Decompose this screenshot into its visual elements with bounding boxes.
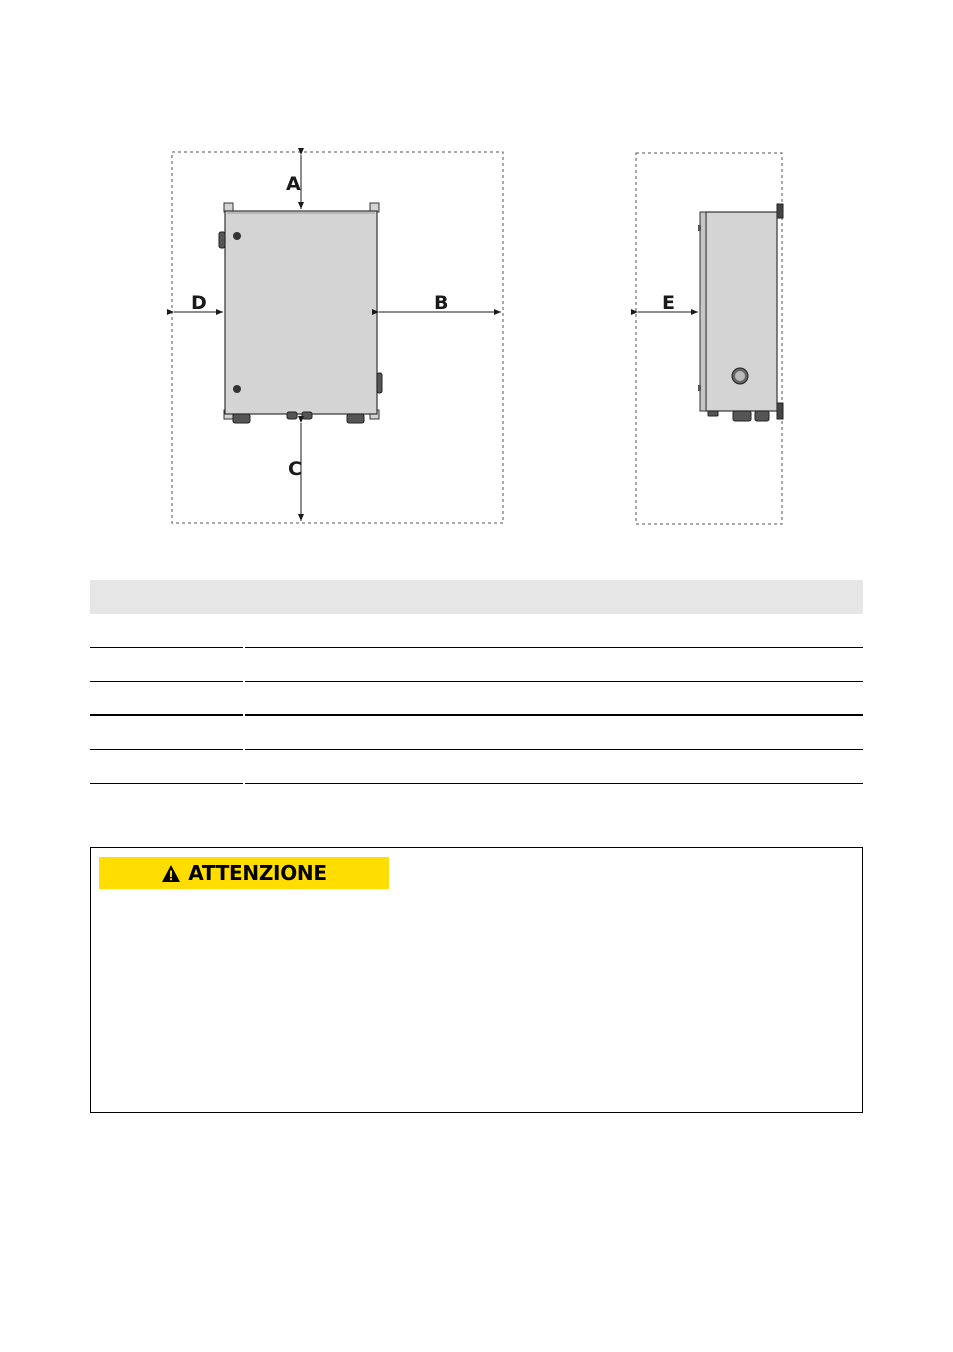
- clearance-diagram: [0, 0, 953, 560]
- table-cell-clearance: [245, 647, 863, 682]
- table-cell-dimension: [90, 749, 243, 784]
- table-row: [90, 614, 863, 648]
- table-cell-clearance: [245, 613, 863, 648]
- warning-title: ATTENZIONE: [188, 861, 327, 885]
- front-view: [172, 152, 503, 523]
- table-cell-dimension: [90, 680, 243, 716]
- warning-triangle-icon: [161, 864, 181, 883]
- table-cell-clearance: [245, 680, 863, 716]
- table-cell-dimension: [90, 647, 243, 682]
- table-row: [90, 750, 863, 784]
- dimension-label-a: A: [286, 173, 301, 195]
- side-view: [636, 153, 783, 524]
- enclosure-front: [225, 211, 377, 414]
- dimension-label-e: E: [662, 292, 675, 314]
- screw-icon: [233, 232, 241, 240]
- dimension-label-c: C: [288, 458, 302, 480]
- table-row: [90, 716, 863, 750]
- table-cell-clearance: [245, 715, 863, 750]
- dimension-label-d: D: [191, 292, 207, 314]
- table-cell-dimension: [90, 715, 243, 750]
- warning-box: [90, 847, 863, 1113]
- screw-icon: [233, 385, 241, 393]
- table-cell-clearance: [245, 749, 863, 784]
- warning-badge: [99, 857, 389, 889]
- table-cell-dimension: [90, 613, 243, 648]
- table-row: [90, 648, 863, 682]
- clearance-table: [90, 580, 863, 784]
- table-header: [90, 580, 863, 614]
- dimension-label-b: B: [434, 292, 449, 314]
- table-row: [90, 682, 863, 716]
